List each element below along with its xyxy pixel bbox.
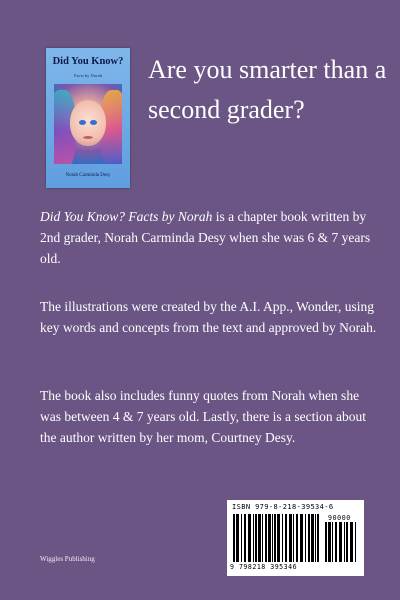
book-title-italic: Did You Know? Facts by Norah [40,209,213,224]
publisher-name: Wiggles Publishing [40,555,95,563]
cover-subtitle: Facts by Norah [73,73,103,78]
cover-title: Did You Know? [52,56,124,67]
description-paragraph-3: The book also includes funny quotes from Norah when she was between 4 & 7 years old. Lastly, there is a section about the author written by her mom, Courtney Desy. [40,388,367,445]
headline: Are you smarter than a second grader? [148,55,387,124]
cover-illustration [54,84,122,164]
description-paragraph-1 [40,206,380,269]
description-paragraph-2: The illustrations were created by the A.I. App., Wonder, using key words and concepts from the text and approved by Norah. [40,299,377,335]
barcode-bars [233,514,323,562]
cover-author: Norah Carminda Desy [65,173,111,178]
isbn-barcode [227,500,364,576]
barcode-digits: 9 798218 395346 [230,563,298,571]
book-cover-thumbnail [46,48,130,188]
price-barcode-bars [325,522,359,562]
description-paragraph-1-text: is a chapter book written by 2nd grader, Norah Carminda Desy when she was 6 & 7 years old. [40,209,371,266]
isbn-label: ISBN 979-8-218-39534-6 [232,503,334,511]
price-code: 90000 [328,514,351,522]
